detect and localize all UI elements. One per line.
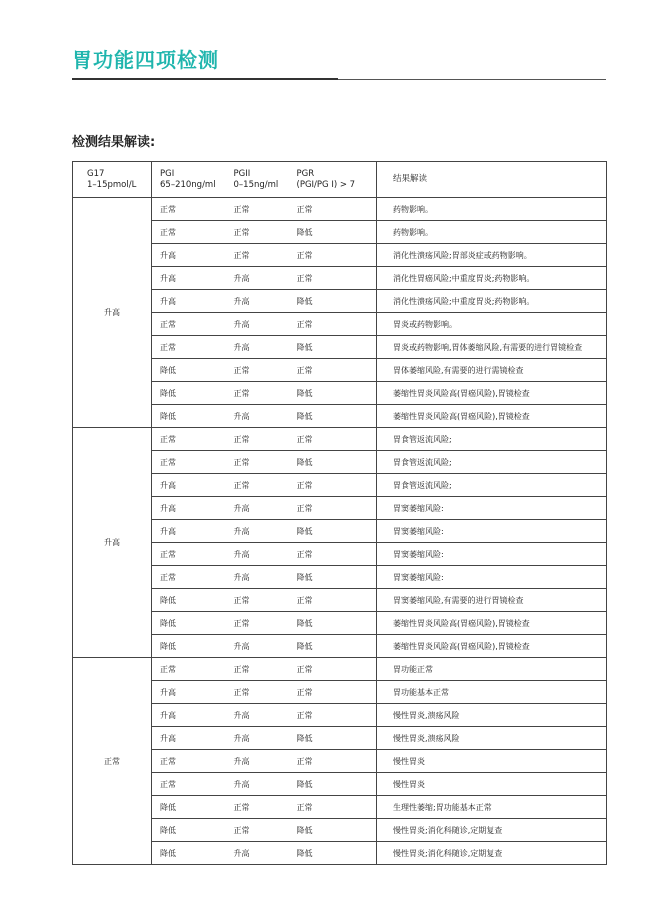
table-row [73,842,607,865]
pgi-value: 升高 [152,520,231,543]
result-text: 胃食管返流风险; [377,451,607,474]
pgii-value: 升高 [231,750,297,773]
table-header-row [73,162,607,198]
pgr-value: 正常 [297,474,377,497]
pgi-value: 正常 [152,566,231,589]
header-pgr-range: (PGI/PG I) > 7 [296,179,356,190]
pgi-value: 正常 [152,313,231,336]
result-text: 慢性胃炎 [377,773,607,796]
pgii-value: 升高 [231,704,297,727]
pgi-value: 正常 [152,750,231,773]
table-row [73,681,607,704]
table-row [73,428,607,451]
pgr-value: 降低 [297,290,377,313]
table-row [73,658,607,681]
pgii-value: 升高 [231,290,297,313]
result-text: 胃食管返流风险; [377,474,607,497]
pgi-value: 升高 [152,497,231,520]
pgr-value: 降低 [297,842,377,865]
result-text: 慢性胃炎 [377,750,607,773]
pgr-value: 正常 [297,589,377,612]
result-text: 萎缩性胃炎风险高(胃癌风险),胃镜检查 [377,635,607,658]
pgii-value: 正常 [231,819,297,842]
table-row [73,290,607,313]
pgi-value: 升高 [152,244,231,267]
pgii-value: 升高 [231,543,297,566]
result-text: 胃炎或药物影响。 [377,313,607,336]
header-pgi-name: PGI [160,168,175,179]
pgi-value: 降低 [152,589,231,612]
pgi-value: 正常 [152,543,231,566]
table-row [73,750,607,773]
pgi-value: 正常 [152,198,231,221]
table-row [73,267,607,290]
result-text: 胃窦萎缩风险: [377,520,607,543]
pgi-value: 降低 [152,819,231,842]
result-text: 慢性胃炎,溃疡风险 [377,704,607,727]
pgi-value: 升高 [152,474,231,497]
result-text: 药物影响。 [377,221,607,244]
pgr-value: 降低 [297,727,377,750]
result-text: 萎缩性胃炎风险高(胃癌风险),胃镜检查 [377,405,607,428]
pgi-value: 降低 [152,635,231,658]
pgr-value: 正常 [297,704,377,727]
table-row [73,336,607,359]
result-text: 胃窦萎缩风险,有需要的进行胃镜检查 [377,589,607,612]
pgr-value: 降低 [297,221,377,244]
g17-group-label: 升高 [73,428,152,658]
pgr-value: 降低 [297,635,377,658]
result-text: 胃食管返流风险; [377,428,607,451]
table-row [73,612,607,635]
pgii-value: 升高 [231,313,297,336]
table-row [73,635,607,658]
pgr-value: 正常 [297,497,377,520]
pgi-value: 降低 [152,842,231,865]
pgr-value: 正常 [297,543,377,566]
pgii-value: 正常 [231,612,297,635]
result-text: 胃炎或药物影响,胃体萎缩风险,有需要的进行胃镜检查 [377,336,607,359]
pgii-value: 正常 [231,681,297,704]
table-row [73,221,607,244]
table-row [73,382,607,405]
pgi-value: 正常 [152,773,231,796]
pgr-value: 正常 [297,198,377,221]
pgi-value: 降低 [152,382,231,405]
pgii-value: 升高 [231,727,297,750]
pgii-value: 正常 [231,359,297,382]
table-row [73,704,607,727]
table-row [73,359,607,382]
g17-group-label: 正常 [73,658,152,865]
pgi-value: 降低 [152,359,231,382]
header-pgr [297,162,377,198]
header-pgii [231,162,297,198]
header-pgr-name: PGR [296,168,315,179]
header-g17-name: G17 [87,168,105,179]
result-text: 慢性胃炎;消化科随诊,定期复查 [377,842,607,865]
table-row [73,313,607,336]
result-text: 胃功能基本正常 [377,681,607,704]
pgr-value: 降低 [297,451,377,474]
result-text: 胃功能正常 [377,658,607,681]
pgr-value: 降低 [297,819,377,842]
page-title: 胃功能四项检测 [72,48,219,72]
pgi-value: 正常 [152,658,231,681]
result-text: 消化性溃疡风险;中重度胃炎;药物影响。 [377,290,607,313]
pgr-value: 正常 [297,267,377,290]
pgi-value: 升高 [152,267,231,290]
table-body [73,198,607,865]
pgi-value: 降低 [152,796,231,819]
header-g17 [73,162,152,198]
pgii-value: 正常 [231,244,297,267]
pgii-value: 正常 [231,198,297,221]
pgr-value: 正常 [297,428,377,451]
pgii-value: 升高 [231,497,297,520]
table-row [73,198,607,221]
table-row [73,566,607,589]
pgii-value: 正常 [231,221,297,244]
table-row [73,520,607,543]
header-pgii-name: PGII [233,168,251,179]
header-pgii-range: 0–15ng/ml [233,179,279,190]
table-row [73,543,607,566]
pgii-value: 正常 [231,428,297,451]
pgr-value: 正常 [297,244,377,267]
pgi-value: 升高 [152,290,231,313]
pgi-value: 升高 [152,727,231,750]
pgi-value: 降低 [152,405,231,428]
pgii-value: 升高 [231,405,297,428]
pgii-value: 正常 [231,658,297,681]
pgr-value: 正常 [297,359,377,382]
pgii-value: 正常 [231,589,297,612]
table-row [73,244,607,267]
result-text: 生理性萎缩;胃功能基本正常 [377,796,607,819]
result-text: 胃窦萎缩风险: [377,497,607,520]
pgr-value: 降低 [297,773,377,796]
pgi-value: 降低 [152,612,231,635]
pgii-value: 升高 [231,566,297,589]
pgii-value: 正常 [231,382,297,405]
header-pgi-range: 65–210ng/ml [160,179,216,190]
header-result: 结果解读 [377,162,607,198]
pgii-value: 升高 [231,842,297,865]
pgii-value: 正常 [231,451,297,474]
result-text: 慢性胃炎,溃疡风险 [377,727,607,750]
pgi-value: 正常 [152,428,231,451]
results-table [72,161,607,865]
result-text: 胃体萎缩风险,有需要的进行需镜检查 [377,359,607,382]
table-row [73,727,607,750]
table-row [73,773,607,796]
pgr-value: 降低 [297,520,377,543]
result-text: 慢性胃炎;消化科随诊,定期复查 [377,819,607,842]
pgii-value: 升高 [231,336,297,359]
result-text: 萎缩性胃炎风险高(胃癌风险),胃镜检查 [377,382,607,405]
table-row [73,474,607,497]
table-row [73,497,607,520]
pgr-value: 正常 [297,658,377,681]
pgr-value: 正常 [297,796,377,819]
pgr-value: 正常 [297,313,377,336]
result-text: 消化性胃癌风险;中重度胃炎;药物影响。 [377,267,607,290]
result-text: 药物影响。 [377,198,607,221]
pgi-value: 正常 [152,221,231,244]
title-underline-thin [338,79,606,80]
result-text: 胃窦萎缩风险: [377,543,607,566]
result-text: 消化性溃疡风险;胃部炎症或药物影响。 [377,244,607,267]
pgi-value: 升高 [152,681,231,704]
pgr-value: 降低 [297,612,377,635]
pgr-value: 正常 [297,681,377,704]
table-row [73,451,607,474]
section-subtitle: 检测结果解读: [72,135,156,150]
title-underline-thick [72,78,338,80]
pgr-value: 正常 [297,750,377,773]
g17-group-label: 升高 [73,198,152,428]
table-row [73,589,607,612]
pgr-value: 降低 [297,382,377,405]
pgii-value: 正常 [231,796,297,819]
pgii-value: 正常 [231,474,297,497]
header-pgi [152,162,231,198]
header-g17-range: 1–15pmol/L [87,179,137,190]
pgi-value: 升高 [152,704,231,727]
result-text: 胃窦萎缩风险: [377,566,607,589]
result-text: 萎缩性胃炎风险高(胃癌风险),胃镜检查 [377,612,607,635]
table-row [73,819,607,842]
pgr-value: 降低 [297,566,377,589]
table-row [73,405,607,428]
pgii-value: 升高 [231,520,297,543]
pgr-value: 降低 [297,336,377,359]
pgii-value: 升高 [231,635,297,658]
pgr-value: 降低 [297,405,377,428]
pgi-value: 正常 [152,451,231,474]
pgi-value: 正常 [152,336,231,359]
table-row [73,796,607,819]
pgii-value: 升高 [231,773,297,796]
pgii-value: 升高 [231,267,297,290]
